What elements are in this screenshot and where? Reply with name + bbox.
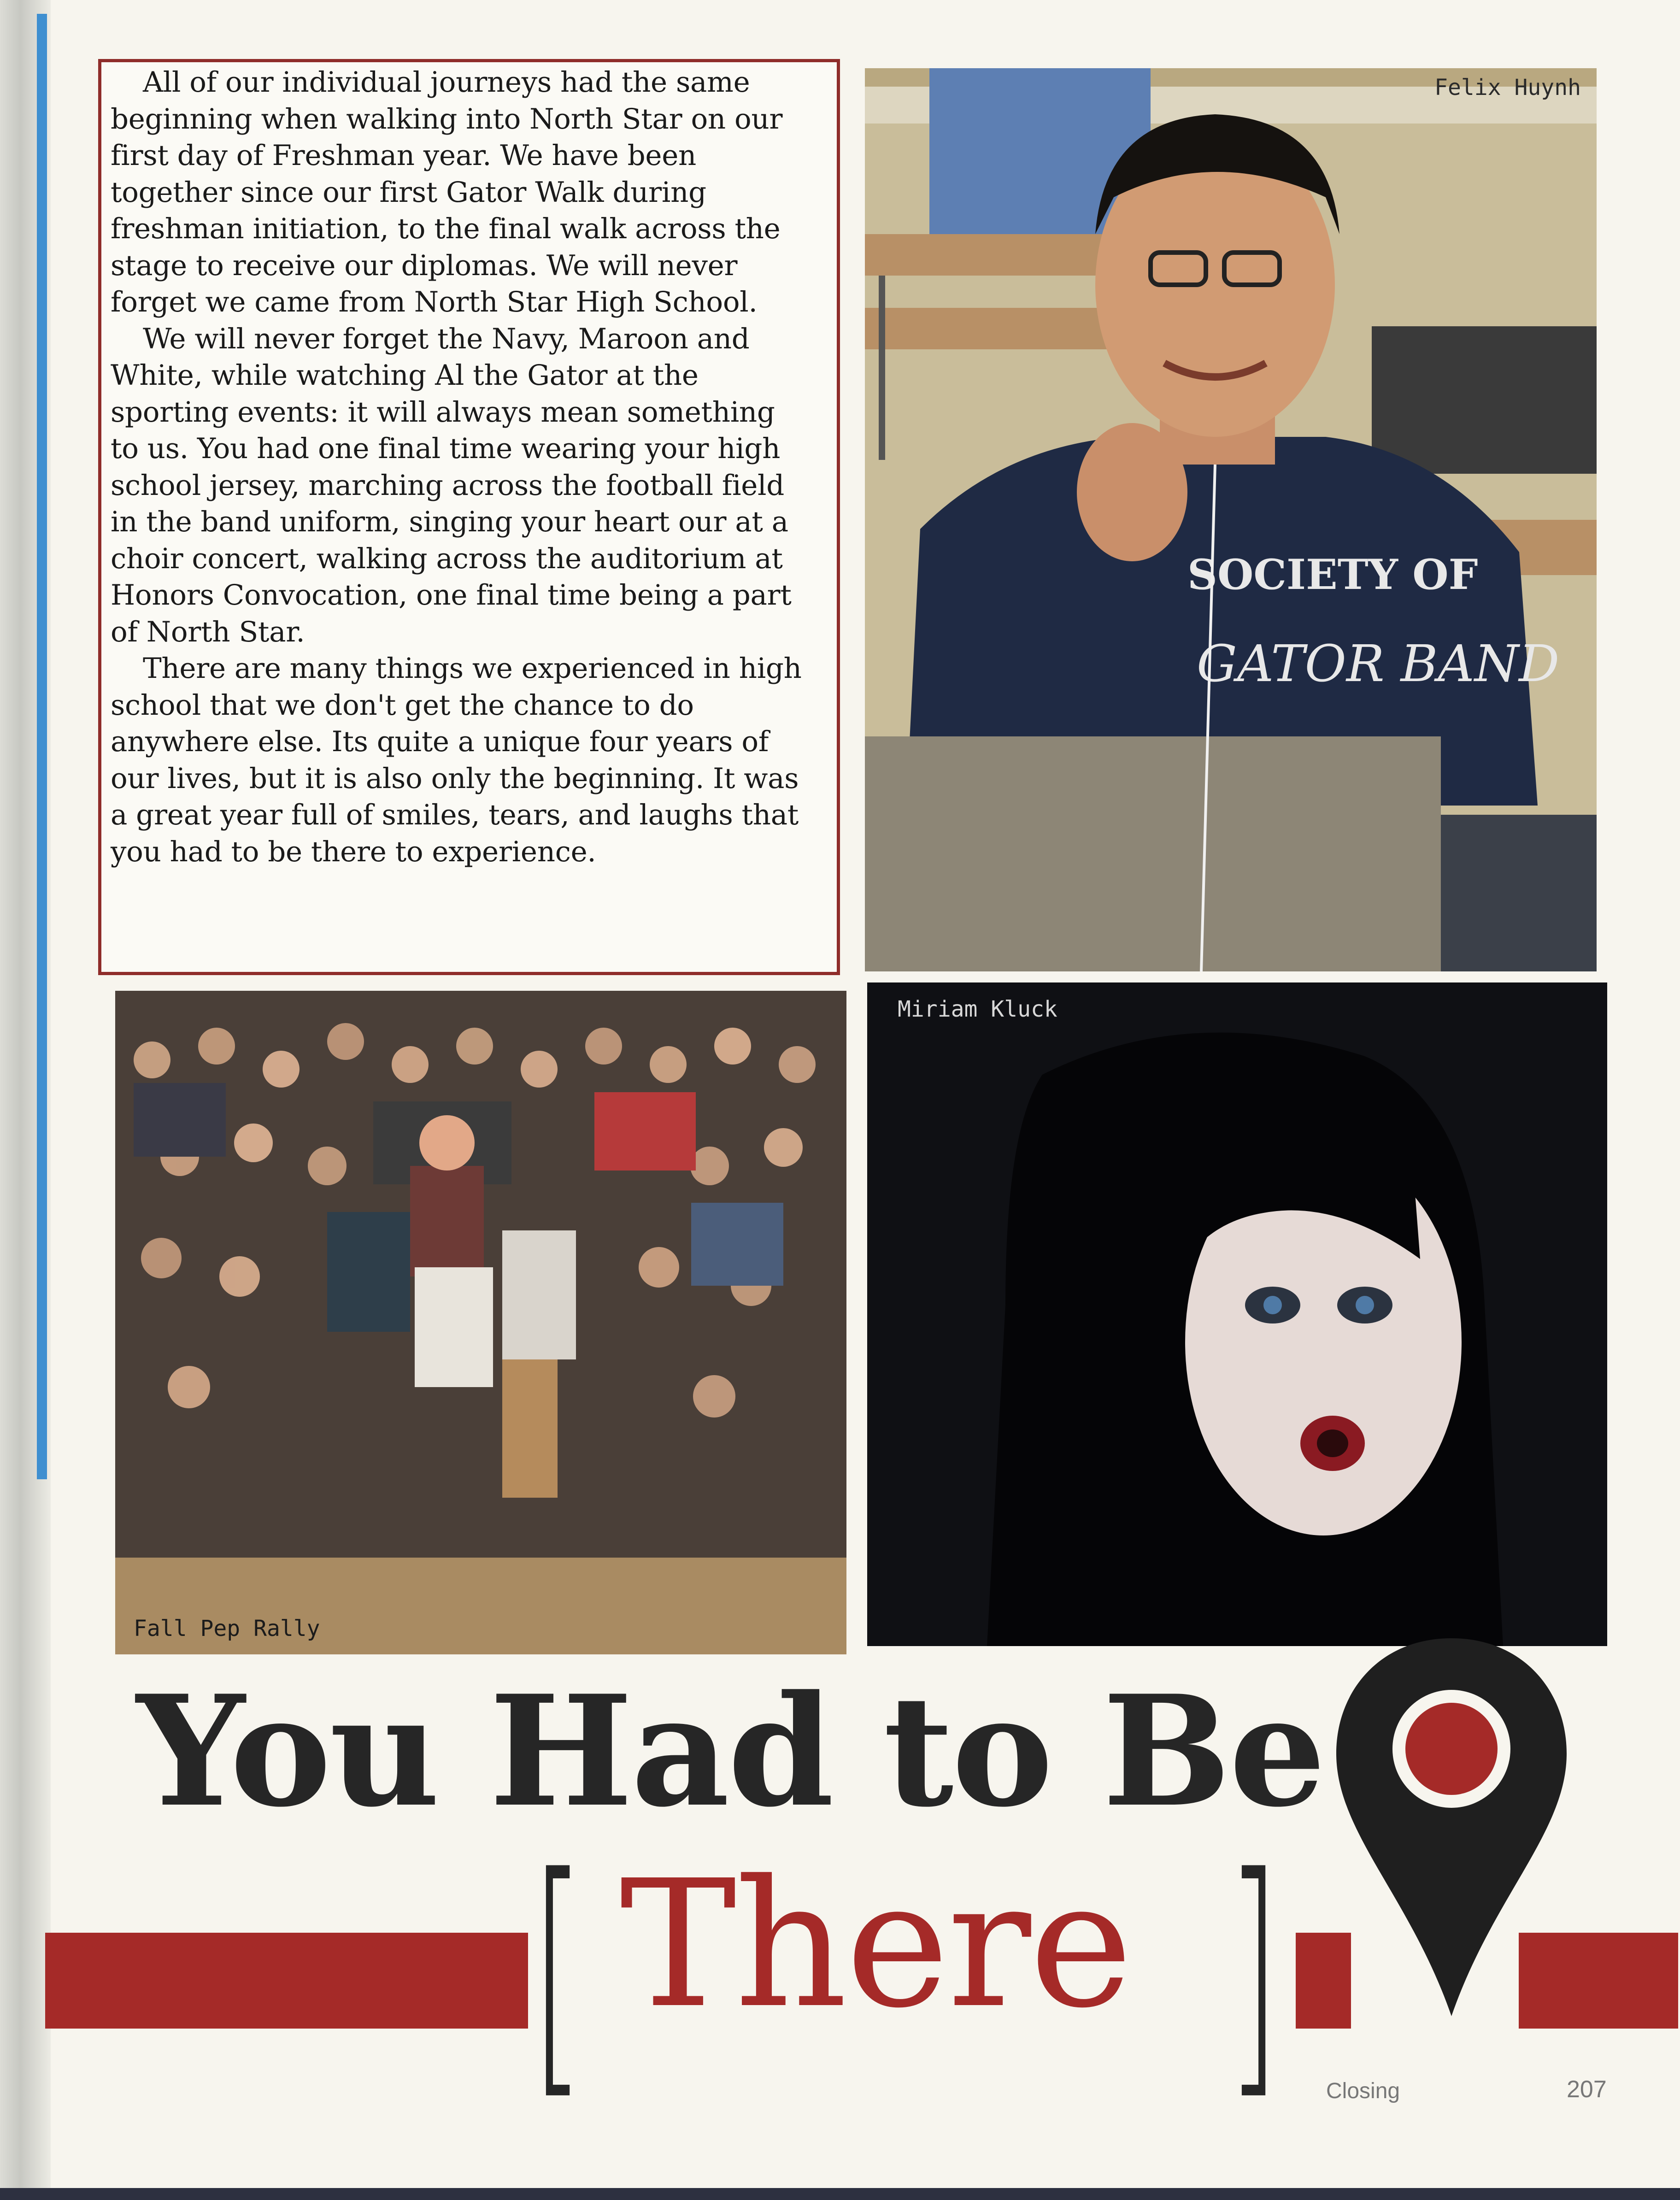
photo-miriam (867, 982, 1607, 1646)
page-bottom-edge (0, 2188, 1680, 2200)
article-paragraph-1: All of our individual journeys had the same beginning when walking into North Star on our first day of Freshman year. We have been together since our first Gator Walk during freshman initiation, to the final walk across the stage to receive our diplomas. We will never forget we came from North Star High School. (111, 66, 783, 318)
footer-page-number: 207 (1567, 2076, 1607, 2103)
photo-miriam-illustration (867, 982, 1607, 1646)
svg-text:GATOR BAND: GATOR BAND (1197, 634, 1560, 693)
headline-bracket-open: [ (530, 1822, 586, 2123)
photo-pep-rally (115, 991, 846, 1654)
svg-text:SOCIETY OF: SOCIETY OF (1187, 550, 1478, 599)
footer-section-label: Closing (1326, 2079, 1400, 2103)
photo-pep-rally-illustration (115, 991, 846, 1654)
photo-pep-rally-caption: Fall Pep Rally (134, 1616, 320, 1641)
headline-bar-middle (1296, 1933, 1351, 2029)
article-paragraph-2: We will never forget the Navy, Maroon and White, while watching Al the Gator at the sporting events: it will always mean something to us. You had one final time wearing your high school jersey, marching across the football field in the band uniform, singing your heart our at a choir concert, walking across the auditorium at Honors Convocation, one final time being a part of North Star. (111, 322, 792, 648)
article-paragraph-3: There are many things we experienced in high school that we don't get the chance to do anywhere else. Its quite a unique four years of our lives, but it is also only the beginning. It was a great year full of smiles, tears, and laughs that you had to be there to experience. (111, 652, 802, 868)
photo-felix (865, 68, 1597, 971)
headline-bar-right (1519, 1933, 1678, 2029)
photo-felix-caption: Felix Huynh (1434, 75, 1581, 100)
headline-bar-left (45, 1933, 528, 2029)
headline-line-1: You Had to Be (136, 1662, 1324, 1841)
article-text-box (98, 59, 840, 975)
photo-felix-illustration (865, 68, 1597, 971)
headline-line-2: There (620, 1842, 1131, 2047)
photo-miriam-caption: Miriam Kluck (898, 996, 1057, 1022)
spine-accent-strip (37, 14, 47, 1479)
headline-bracket-close: ] (1226, 1822, 1281, 2123)
